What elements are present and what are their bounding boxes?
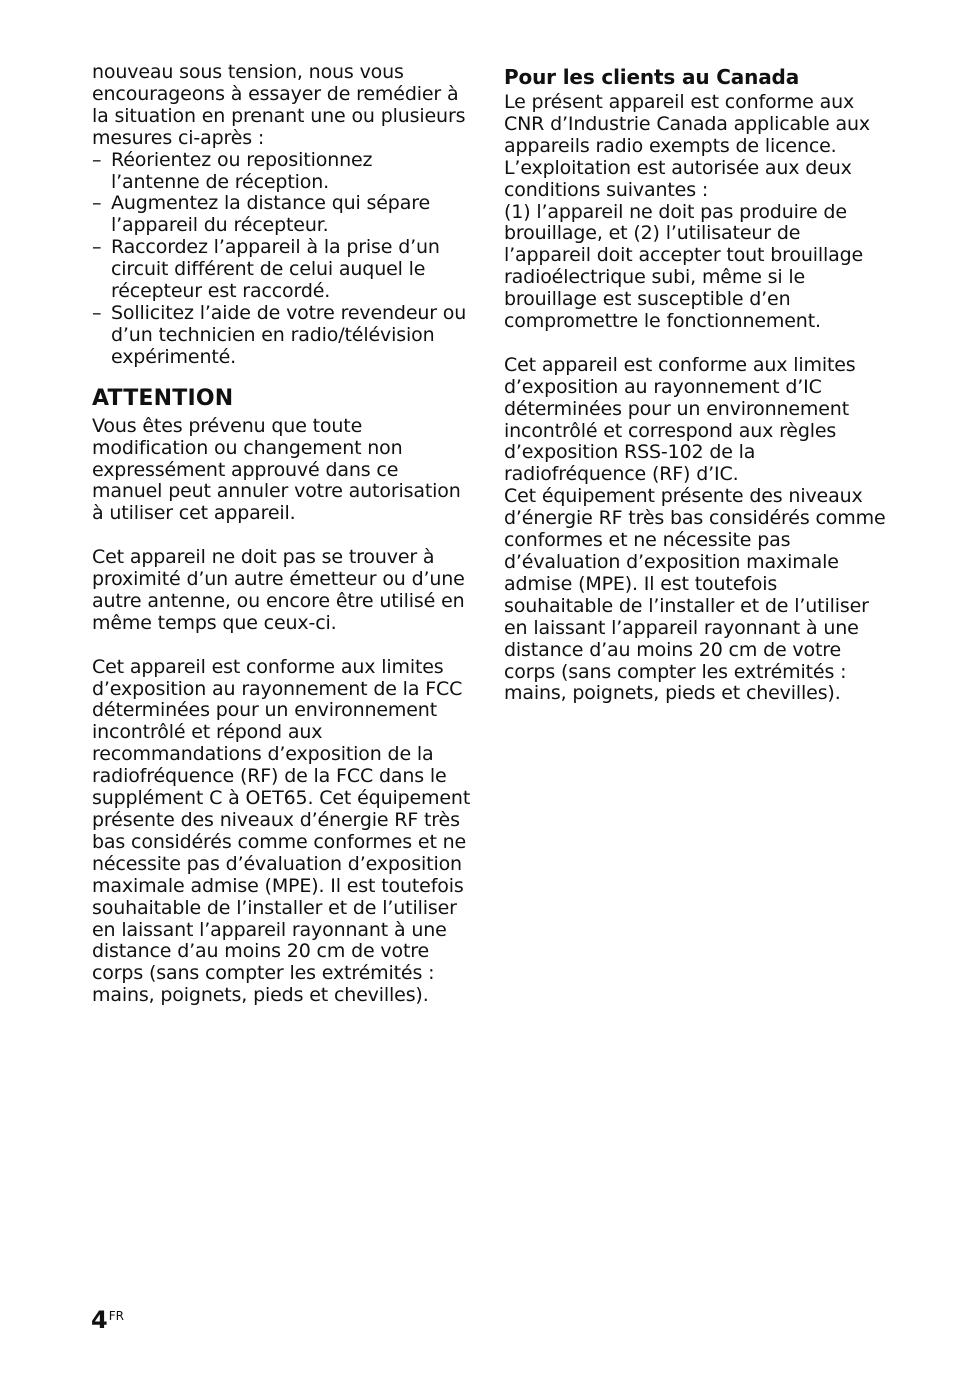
list-item	[92, 303, 472, 369]
text-line: expressément approuvé dans ce	[92, 458, 399, 481]
text-line: autre antenne, ou encore être utilisé en	[92, 589, 465, 612]
page-number: 4	[91, 1306, 108, 1334]
text-line: conformes et ne nécessite pas	[504, 529, 791, 552]
text-line: CNR d’Industrie Canada applicable aux	[504, 112, 870, 135]
text-line: manuel peut annuler votre autorisation	[92, 480, 461, 503]
list-item-line: Raccordez l’appareil à la prise d’un	[111, 236, 440, 259]
text-line: brouillage est susceptible d’en	[504, 288, 791, 311]
text-line: déterminées pour un environnement	[504, 397, 850, 420]
text-line: supplément C à OET65. Cet équipement	[92, 787, 471, 810]
text-line: distance d’au moins 20 cm de votre	[504, 638, 842, 661]
text-line: appareils radio exempts de licence.	[504, 134, 837, 157]
text-line: conditions suivantes :	[504, 178, 709, 201]
attention-paragraph-modification	[92, 416, 472, 526]
canada-heading: Pour les clients au Canada	[504, 65, 800, 89]
left-column	[92, 62, 472, 1007]
intro-paragraph	[92, 62, 472, 150]
list-item	[92, 150, 472, 194]
list-item	[92, 237, 472, 303]
text-line: l’appareil doit accepter tout brouillage	[504, 244, 864, 267]
text-line: mains, poignets, pieds et chevilles).	[504, 682, 841, 705]
text-line: mains, poignets, pieds et chevilles).	[92, 984, 429, 1007]
text-line: présente des niveaux d’énergie RF très	[92, 808, 460, 831]
text-line: proximité d’un autre émetteur ou d’une	[92, 568, 465, 591]
text-line: recommandations d’exposition de la	[92, 743, 434, 766]
text-line: en laissant l’appareil rayonnant à une	[504, 616, 859, 639]
list-item-line: Augmentez la distance qui sépare	[111, 192, 430, 215]
text-line: d’exposition RSS-102 de la	[504, 441, 756, 464]
text-line: souhaitable de l’installer et de l’utiliser	[504, 594, 869, 617]
list-item	[92, 193, 472, 237]
text-line: d’évaluation d’exposition maximale	[504, 551, 839, 574]
canada-paragraph-ic-exposure	[504, 355, 884, 706]
list-item-line: Réorientez ou repositionnez	[111, 148, 373, 171]
text-line: compromettre le fonctionnement.	[504, 310, 821, 333]
text-line: incontrôlé et correspond aux règles	[504, 419, 837, 442]
text-line: d’exposition au rayonnement de la FCC	[92, 677, 463, 700]
page-language: FR	[108, 1309, 124, 1323]
text-line: Le présent appareil est conforme aux	[504, 91, 855, 113]
list-item-line: l’appareil du récepteur.	[111, 214, 329, 237]
text-line: Cet appareil ne doit pas se trouver à	[92, 546, 435, 569]
text-line: maximale admise (MPE). Il est toutefois	[92, 874, 464, 897]
attention-paragraph-fcc-exposure	[92, 657, 472, 1008]
text-line: radiofréquence (RF) de la FCC dans le	[92, 765, 447, 788]
text-line: souhaitable de l’installer et de l’utiliser	[92, 896, 457, 919]
text-line: d’énergie RF très bas considérés comme	[504, 507, 886, 530]
dash-bullet-icon: –	[92, 148, 102, 171]
text-line: bas considérés comme conformes et ne	[92, 830, 467, 853]
text-line: Cet appareil est conforme aux limites	[92, 655, 444, 678]
text-line: corps (sans compter les extrémités :	[504, 660, 847, 683]
page-footer	[91, 1306, 124, 1334]
text-line: radioélectrique subi, même si le	[504, 266, 806, 289]
text-line: Cet appareil est conforme aux limites	[504, 353, 856, 376]
text-line: corps (sans compter les extrémités :	[92, 962, 435, 985]
text-line: même temps que ceux-ci.	[92, 611, 337, 634]
attention-paragraph-antenna	[92, 547, 472, 635]
dash-bullet-icon: –	[92, 236, 102, 259]
dash-bullet-icon: –	[92, 301, 102, 324]
text-line: encourageons à essayer de remédier à	[92, 82, 459, 105]
text-line: L’exploitation est autorisée aux deux	[504, 156, 852, 179]
list-item-line: d’un technicien en radio/télévision	[111, 323, 435, 346]
list-item-line: expérimenté.	[111, 345, 237, 368]
text-line: admise (MPE). Il est toutefois	[504, 572, 778, 595]
text-line: mesures ci-après :	[92, 126, 265, 149]
text-line: nécessite pas d’évaluation d’exposition	[92, 852, 462, 875]
list-item-line: circuit différent de celui auquel le	[111, 258, 426, 281]
text-line: modification ou changement non	[92, 436, 403, 459]
text-line: Vous êtes prévenu que toute	[92, 414, 363, 437]
text-line: (1) l’appareil ne doit pas produire de	[504, 200, 847, 223]
text-line: en laissant l’appareil rayonnant à une	[92, 918, 447, 941]
list-item-line: Sollicitez l’aide de votre revendeur ou	[111, 301, 467, 324]
attention-heading: ATTENTION	[92, 385, 234, 411]
text-line: à utiliser cet appareil.	[92, 502, 296, 525]
text-line: Cet équipement présente des niveaux	[504, 485, 863, 508]
text-line: distance d’au moins 20 cm de votre	[92, 940, 430, 963]
text-line: nouveau sous tension, nous vous	[92, 61, 404, 83]
text-line: déterminées pour un environnement	[92, 699, 438, 722]
remedy-list	[92, 150, 472, 369]
text-line: la situation en prenant une ou plusieurs	[92, 104, 466, 127]
canada-paragraph-licence	[504, 92, 884, 333]
text-line: incontrôlé et répond aux	[92, 721, 323, 744]
right-column	[504, 62, 884, 705]
text-line: brouillage, et (2) l’utilisateur de	[504, 222, 801, 245]
text-line: d’exposition au rayonnement d’IC	[504, 375, 822, 398]
dash-bullet-icon: –	[92, 192, 102, 215]
list-item-line: l’antenne de réception.	[111, 170, 330, 193]
text-line: radiofréquence (RF) d’IC.	[504, 463, 739, 486]
list-item-line: récepteur est raccordé.	[111, 280, 331, 303]
